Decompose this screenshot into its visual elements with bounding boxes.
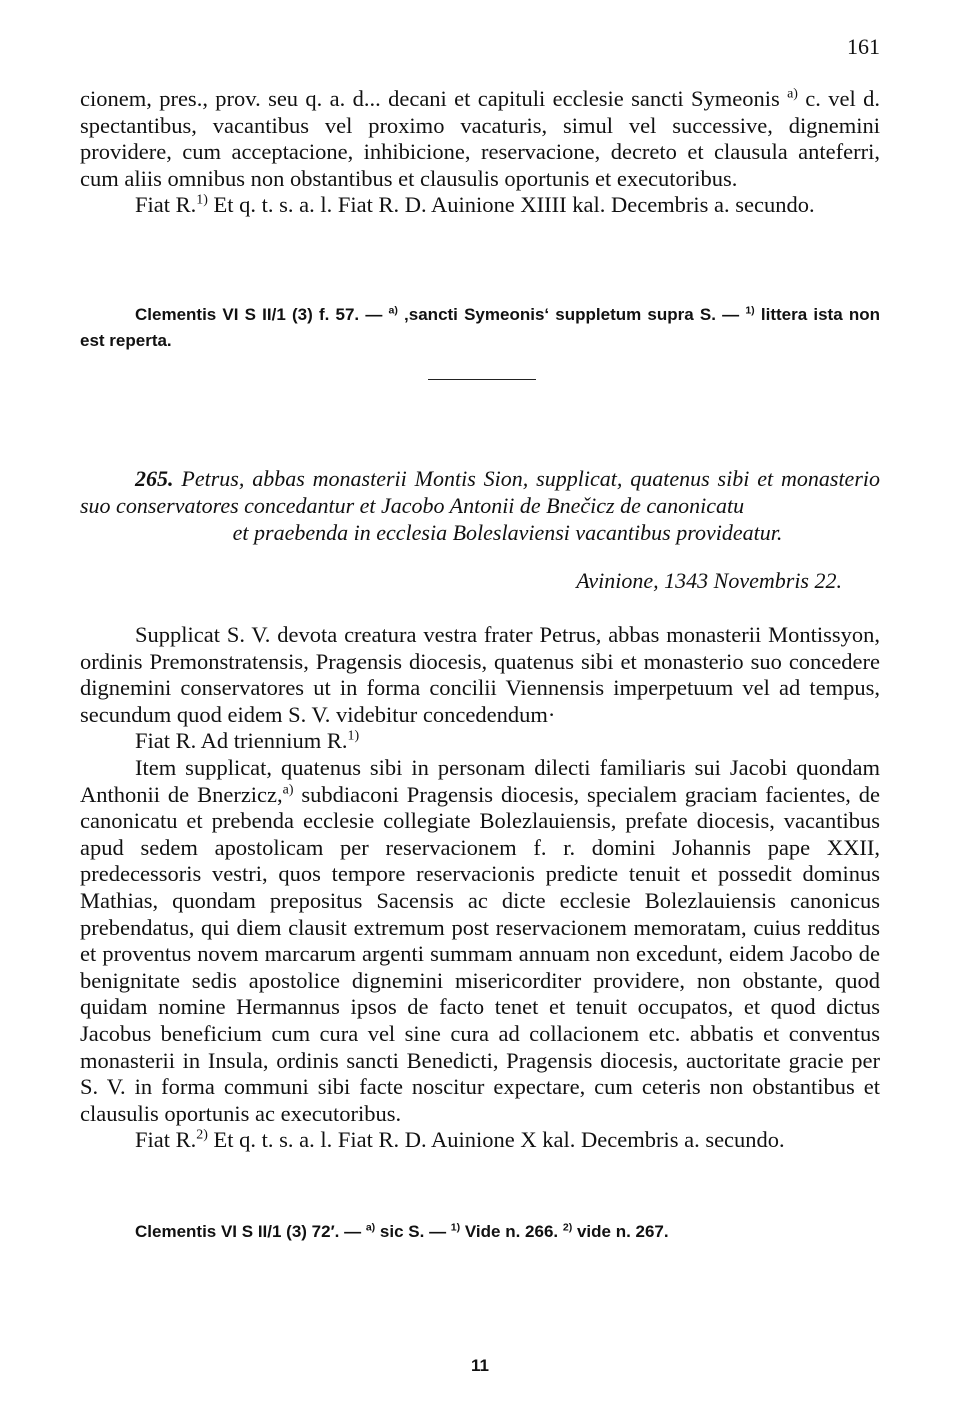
entry-summary-text: Petrus, abbas monasterii Montis Sion, supplicat, quatenus sibi et monasterio suo conservatores concedantur et Jacobo Antonii de Bnečicz de canonicatu [80, 466, 880, 518]
body-text: subdiaconi Pragensis diocesis, specialem graciam facientes, de canonicatu et prebenda ecclesie collegiate Bolezlauiensis, prefate diocesis, vacantibus apud sedem apostolicam per reservacionem f. r. domini Johannis pape XXII, predecessoris vestri, quos tempore reservacionis predicte tenuit et possedit dominus Mathias, quondam prepositus Sacensis ac dicte ecclesie Bolezlauiensis canonicus prebendatus, qui diem clausit extremum post reservacionem memoratam, cuius redditus et proventus novem marcarum argenti summam annuam non excedunt, eidem Jacobo de benignitate sedis apostolice dignemini misericorditer providere, non obstante, quod quidam nomine Hermannus ipsos de facto tenet et tenuit occupatos, et quod dictus Jacobus beneficium cum cura vel sine cura ad collacionem etc. abbatis et conventus monasterii in Insula, ordinis sancti Benedicti, Pragensis diocesis, auctoritate gracie per S. V. in forma communi sibi facte noscitur expectare, cum ceteris non obstantibus et clausulis oportunis ac executoribus. [80, 781, 880, 1126]
fiat-text-rest: Et q. t. s. a. l. Fiat R. D. Auinione XIIII kal. Decembris a. secundo. [213, 192, 815, 218]
footnotes-entry [80, 1219, 880, 1245]
body-paragraph-2 [80, 755, 880, 1127]
footnote-mark: 1) [196, 192, 208, 208]
footnote-mark: a) [365, 1221, 376, 1234]
footnote-mark: a) [282, 782, 294, 798]
section-divider [428, 379, 536, 380]
footnote-mark: 2) [562, 1221, 573, 1234]
footnote-text: ‚sancti Symeonis‘ suppletum supra S. — [397, 305, 746, 324]
footnote-mark: 1) [450, 1221, 461, 1234]
footnote-text: vide n. 267. [572, 1222, 669, 1241]
intro-fiat-line [80, 192, 880, 219]
body-fiat-2 [80, 1127, 880, 1154]
fiat-text-rest: Et q. t. s. a. l. Fiat R. D. Auinione X kal. Decembris a. secundo. [207, 1127, 785, 1153]
footnote-text: sic S. — [375, 1222, 451, 1241]
entry-body [80, 622, 880, 1154]
footnote-mark: a) [388, 304, 398, 317]
footnote-text: Clementis VI S II/1 (3) f. 57. — [135, 305, 389, 324]
footnote-paragraph [80, 302, 880, 354]
footnote-mark: 1) [745, 304, 755, 317]
footnote-mark: 1) [347, 728, 360, 744]
entry-summary-end: et praebenda in ecclesia Boleslaviensi vacantibus provideatur. [232, 520, 783, 545]
body-paragraph-1 [80, 622, 880, 728]
intro-section [80, 86, 880, 219]
page-number: 161 [847, 34, 880, 59]
footnote-mark: a) [787, 86, 798, 102]
body-text: Supplicat S. V. devota creatura vestra frater Petrus, abbas monasterii Montissyon, ordinis Premonstratensis, Pragensis diocesis, quatenus sibi et monasterio suo concedere dignemini conservatores ut in forma concilii Viennensis imperpetuum vel ad tempus, secundum quod eidem S. V. videbitur concedendum· [80, 622, 880, 727]
entry-heading [80, 465, 880, 546]
entry-number: 265. [135, 466, 174, 491]
intro-line-1: cionem, pres., prov. seu q. a. d... decani et capituli ecclesie sancti Symeonis [80, 86, 780, 111]
fiat-text: Fiat R. [135, 192, 197, 218]
footnote-mark: 2) [196, 1127, 208, 1143]
fiat-text: Fiat R. Ad triennium R. [135, 728, 348, 754]
intro-paragraph [80, 86, 880, 192]
fiat-text: Fiat R. [135, 1127, 197, 1153]
body-text: Item supplicat, quatenus sibi in personam dilecti familiaris sui Jacobi quondam Anthonii de Bnerzicz, [80, 754, 880, 807]
footnote-text: littera ista non est reperta. [80, 305, 880, 350]
entry-summary [80, 465, 880, 546]
footnote-text: Vide n. 266. [460, 1222, 563, 1241]
footnote-text: Clementis VI S II/1 (3) 72′. — [135, 1222, 366, 1241]
signature-mark: 11 [471, 1356, 489, 1375]
body-fiat-1 [80, 728, 880, 755]
footnotes-previous [80, 302, 880, 354]
intro-text: c. vel d. spectantibus, vacantibus vel proximo vacaturis, simul vel successive, dignemini providere, cum acceptacione, inhibicione, reservacione, decreto et clausula anteferri, cum aliis omnibus non obstantibus et clausulis oportunis et executoribus. [80, 86, 880, 191]
footnote-paragraph [80, 1219, 880, 1245]
entry-dateline: Avinione, 1343 Novembris 22. [576, 568, 842, 593]
